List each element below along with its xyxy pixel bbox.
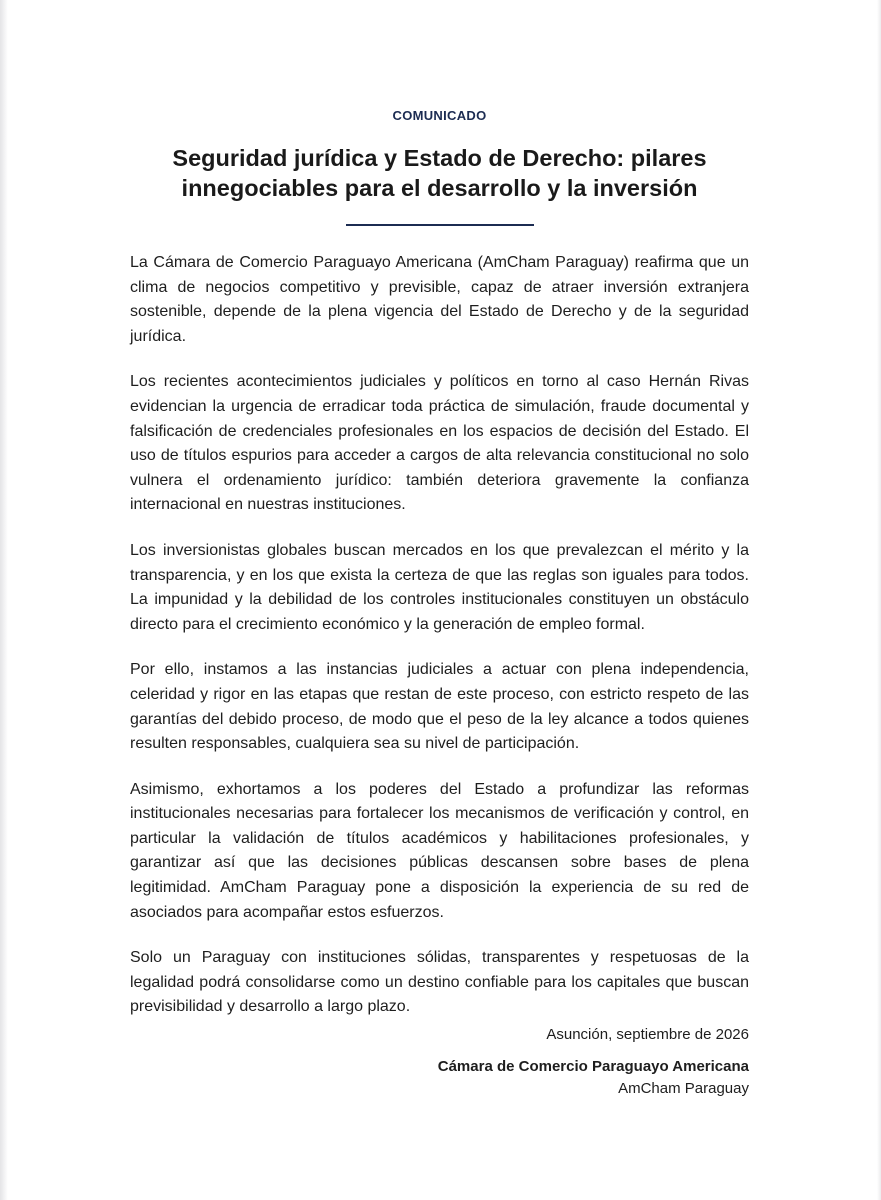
paragraph-2: Los recientes acontecimientos judiciales y políticos en torno al caso Hernán Rivas evidencian la urgencia de erradicar toda práctica de simulación, fraude documental y falsificación de credenciales profesionales en los espacios de decisión del Estado. El uso de títulos espurios para acceder a cargos de alta relevancia constitucional no solo vulnera el ordenamiento jurídico: también deteriora gravemente la confianza internacional en nuestras instituciones.: [130, 373, 749, 514]
paragraph-4: Por ello, instamos a las instancias judiciales a actuar con plena independencia, celeridad y rigor en las etapas que restan de este proceso, con estricto respeto de las garantías del debido proceso, de modo que el peso de la ley alcance a todos quienes resulten responsables, cualquiera sea su nivel de participación.: [130, 661, 749, 753]
organization-short-name: AmCham Paraguay: [618, 1080, 749, 1097]
signature-block: [130, 1024, 749, 1100]
document-body: [130, 251, 749, 1041]
document-title: Seguridad jurídica y Estado de Derecho: pilares innegociables para el desarrollo y la inversión: [172, 145, 707, 201]
page-right-edge: [877, 0, 881, 1200]
document-kicker: COMUNICADO: [392, 108, 487, 123]
place-date: Asunción, septiembre de 2026: [546, 1026, 749, 1043]
paragraph-1: La Cámara de Comercio Paraguayo Americana (AmCham Paraguay) reafirma que un clima de negocios competitivo y previsible, capaz de atraer inversión extranjera sostenible, depende de la plena vigencia del Estado de Derecho y de la seguridad jurídica.: [130, 254, 749, 345]
signing-organization: Cámara de Comercio Paraguayo Americana: [437, 1058, 749, 1075]
page-left-edge: [0, 0, 8, 1200]
paragraph-3: Los inversionistas globales buscan mercados en los que prevalezcan el mérito y la transparencia, y en los que exista la certeza de que las reglas son iguales para todos. La impunidad y la debilidad de los controles institucionales constituyen un obstáculo directo para el crecimiento económico y la generación de empleo formal.: [130, 541, 749, 633]
paragraph-5: Asimismo, exhortamos a los poderes del Estado a profundizar las reformas institucionales necesarias para fortalecer los mecanismos de verificación y control, en particular la validación de títulos académicos y habilitaciones profesionales, y garantizar así que las decisiones públicas descansen sobre bases de plena legitimidad. AmCham Paraguay pone a disposición la experiencia de su red de asociados para acompañar estos esfuerzos.: [130, 780, 749, 921]
title-divider: [346, 224, 534, 226]
paragraph-6: Solo un Paraguay con instituciones sólidas, transparentes y respetuosas de la legalidad podrá consolidarse como un destino confiable para los capitales que buscan previsibilidad y desarrollo a largo plazo.: [130, 949, 749, 1016]
